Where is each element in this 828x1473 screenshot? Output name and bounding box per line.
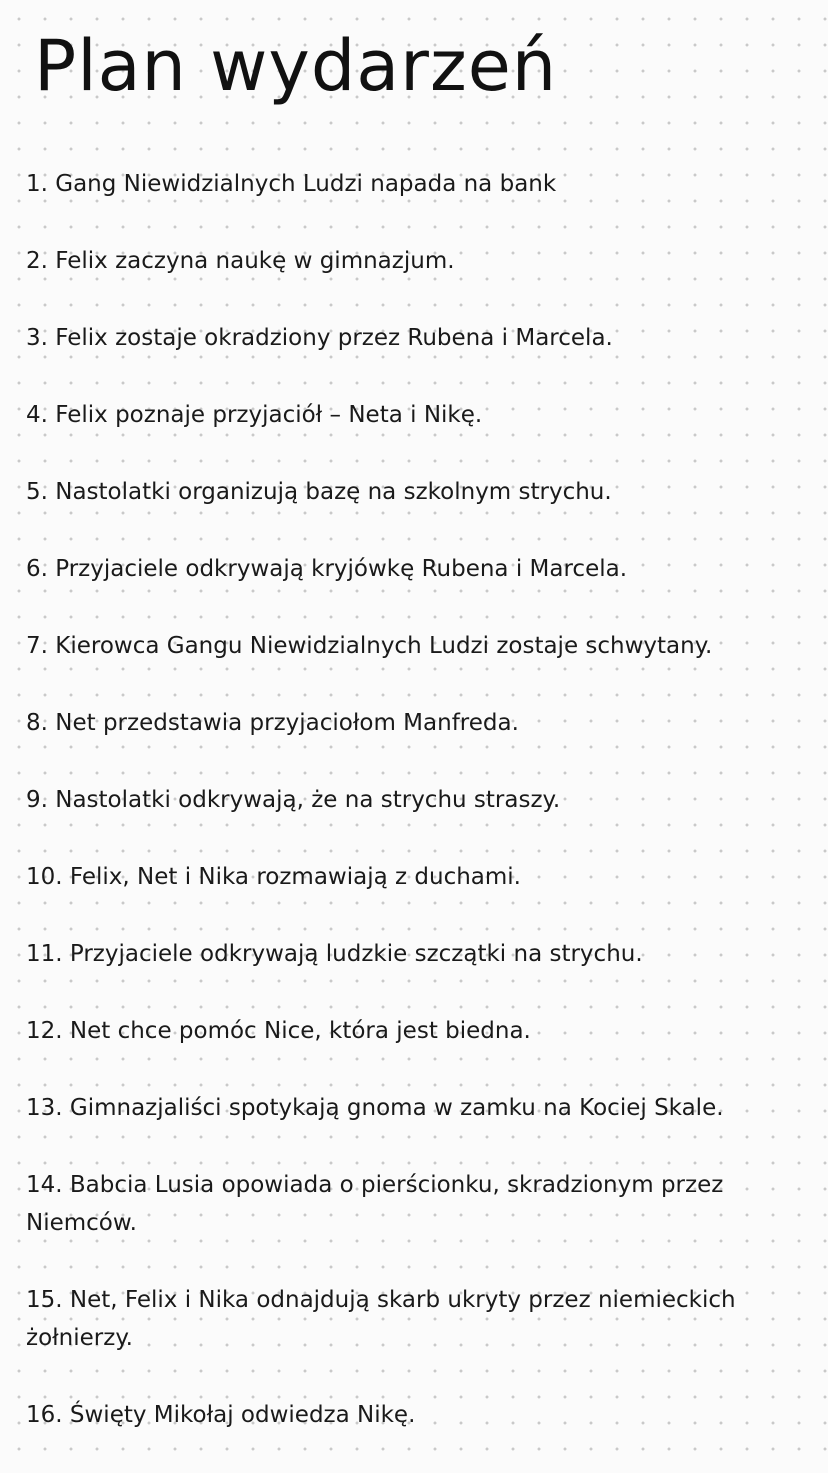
event-list — [26, 165, 746, 1473]
list-item: 10. Felix, Net i Nika rozmawiają z duchami. — [26, 864, 521, 890]
list-item: 13. Gimnazjaliści spotykają gnoma w zamku na Kociej Skale. — [26, 1095, 724, 1121]
list-item: 1. Gang Niewidzialnych Ludzi napada na bank — [26, 171, 557, 197]
list-item: 9. Nastolatki odkrywają, że na strychu straszy. — [26, 787, 561, 813]
list-item: 8. Net przedstawia przyjaciołom Manfreda. — [26, 710, 519, 736]
list-item: 15. Net, Felix i Nika odnajdują skarb ukryty przez niemieckich żołnierzy. — [26, 1287, 736, 1351]
page-title: Plan wydarzeń — [34, 25, 558, 107]
list-item: 14. Babcia Lusia opowiada o pierścionku, skradzionym przez Niemców. — [26, 1172, 724, 1236]
list-item: 12. Net chce pomóc Nice, która jest biedna. — [26, 1018, 531, 1044]
list-item: 3. Felix zostaje okradziony przez Rubena i Marcela. — [26, 325, 613, 351]
list-item: 16. Święty Mikołaj odwiedza Nikę. — [26, 1402, 416, 1428]
list-item: 7. Kierowca Gangu Niewidzialnych Ludzi zostaje schwytany. — [26, 633, 713, 659]
list-item: 2. Felix zaczyna naukę w gimnazjum. — [26, 248, 455, 274]
list-item: 6. Przyjaciele odkrywają kryjówkę Rubena i Marcela. — [26, 556, 628, 582]
list-item: 5. Nastolatki organizują bazę na szkolnym strychu. — [26, 479, 612, 505]
list-item: 4. Felix poznaje przyjaciół – Neta i Nikę. — [26, 402, 483, 428]
list-item: 11. Przyjaciele odkrywają ludzkie szczątki na strychu. — [26, 941, 643, 967]
